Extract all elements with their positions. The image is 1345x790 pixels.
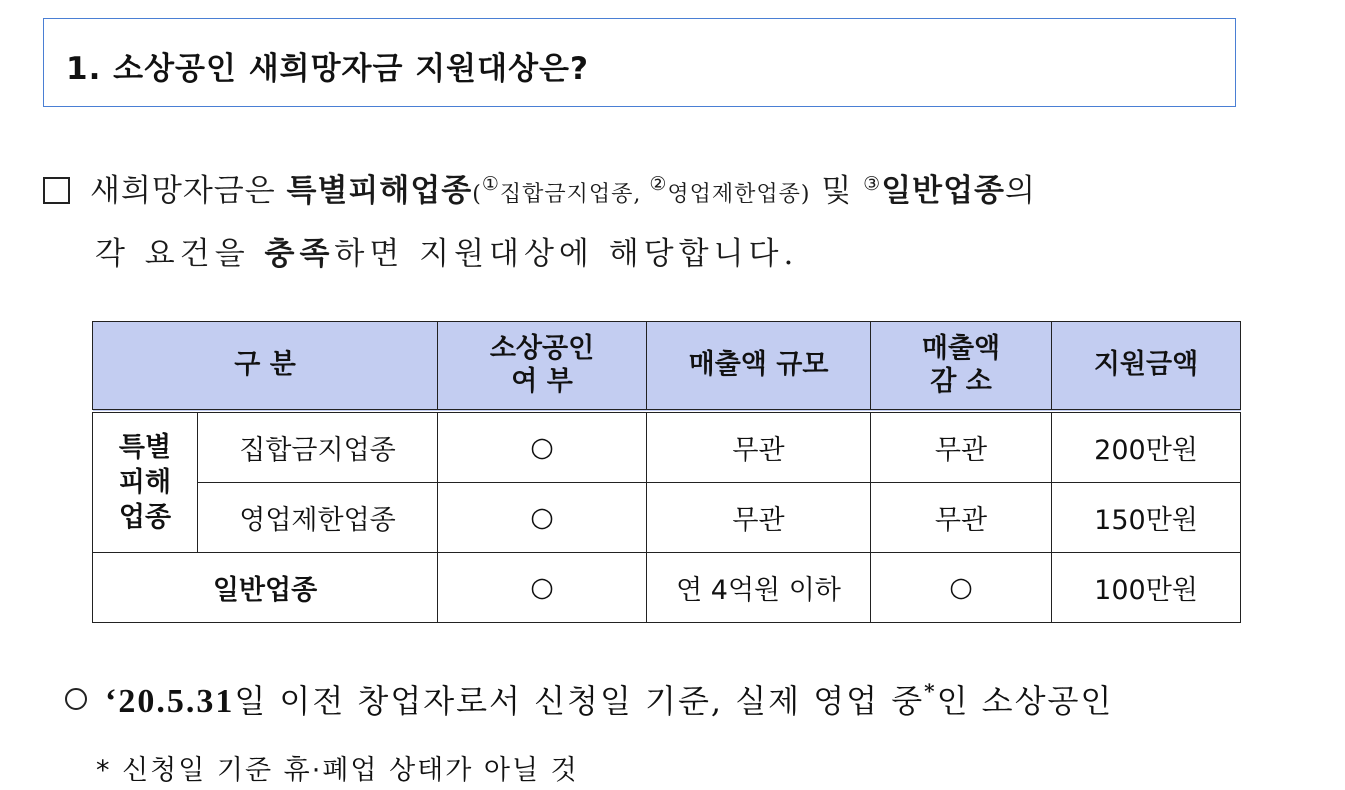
row-amount: 150만원 (1052, 483, 1241, 553)
table-row (93, 553, 1241, 623)
table-header-row (93, 322, 1241, 412)
intro-paragraph (43, 165, 1253, 273)
row-decrease: 무관 (871, 483, 1052, 553)
circled-three-icon: ③ (863, 173, 882, 195)
checkbox-icon (43, 177, 70, 204)
row-sme: ○ (438, 483, 647, 553)
row-amount: 100만원 (1052, 553, 1241, 623)
page-title: 1. 소상공인 새희망자금 지원대상은? (66, 51, 589, 87)
title-box (43, 18, 1236, 107)
row-scale: 무관 (647, 411, 871, 483)
row-scale: 연 4억원 이하 (647, 553, 871, 623)
support-table (92, 321, 1241, 623)
intro-line2-c: 하면 지원대상에 해당합니다. (334, 236, 799, 272)
row-name: 영업제한업종 (198, 483, 438, 553)
header-sme: 소상공인 여 부 (438, 322, 647, 412)
row-sme: ○ (438, 553, 647, 623)
header-sales-decrease: 매출액 감 소 (871, 322, 1052, 412)
footnote: * 신청일 기준 휴·폐업 상태가 아닐 것 (96, 755, 579, 786)
table-row (93, 411, 1241, 483)
paren-open: ( (472, 182, 482, 207)
bullet-text-b: 인 소상공인 (936, 682, 1114, 720)
asterisk-mark: * (924, 679, 937, 703)
row-decrease: ○ (871, 553, 1052, 623)
header-sales-scale: 매출액 규모 (647, 322, 871, 412)
intro-line-1 (43, 165, 1253, 210)
cutoff-date: ‘20.5.31 (105, 683, 235, 720)
intro-text: 새희망자금은 (90, 173, 287, 209)
header-amount: 지원금액 (1052, 322, 1241, 412)
intro-and: 및 (810, 173, 864, 209)
row-name: 집합금지업종 (198, 411, 438, 483)
row-sme: ○ (438, 411, 647, 483)
circle-bullet-icon (65, 688, 87, 710)
circled-one-icon: ① (481, 173, 500, 195)
bullet-text-a: 일 이전 창업자로서 신청일 기준, 실제 영업 중 (234, 682, 925, 720)
row-scale: 무관 (647, 483, 871, 553)
intro-line-2 (95, 228, 1253, 273)
condition-bullet (65, 676, 1250, 722)
ban-industry-label: 집합금지업종, (499, 182, 650, 207)
table-row (93, 483, 1241, 553)
row-name: 일반업종 (93, 553, 438, 623)
row-decrease: 무관 (871, 411, 1052, 483)
general-industry-label: 일반업종 (881, 173, 1006, 209)
restricted-industry-label: 영업제한업종) (667, 182, 811, 207)
intro-suffix: 의 (1005, 173, 1036, 209)
intro-line2-b: 충족 (264, 236, 335, 272)
special-industry-label: 특별피해업종 (286, 173, 473, 209)
row-amount: 200만원 (1052, 411, 1241, 483)
intro-line2-a: 각 요건을 (95, 236, 265, 272)
circled-two-icon: ② (649, 173, 668, 195)
header-category: 구 분 (93, 322, 438, 412)
special-industry-group: 특별 피해 업종 (93, 411, 198, 553)
